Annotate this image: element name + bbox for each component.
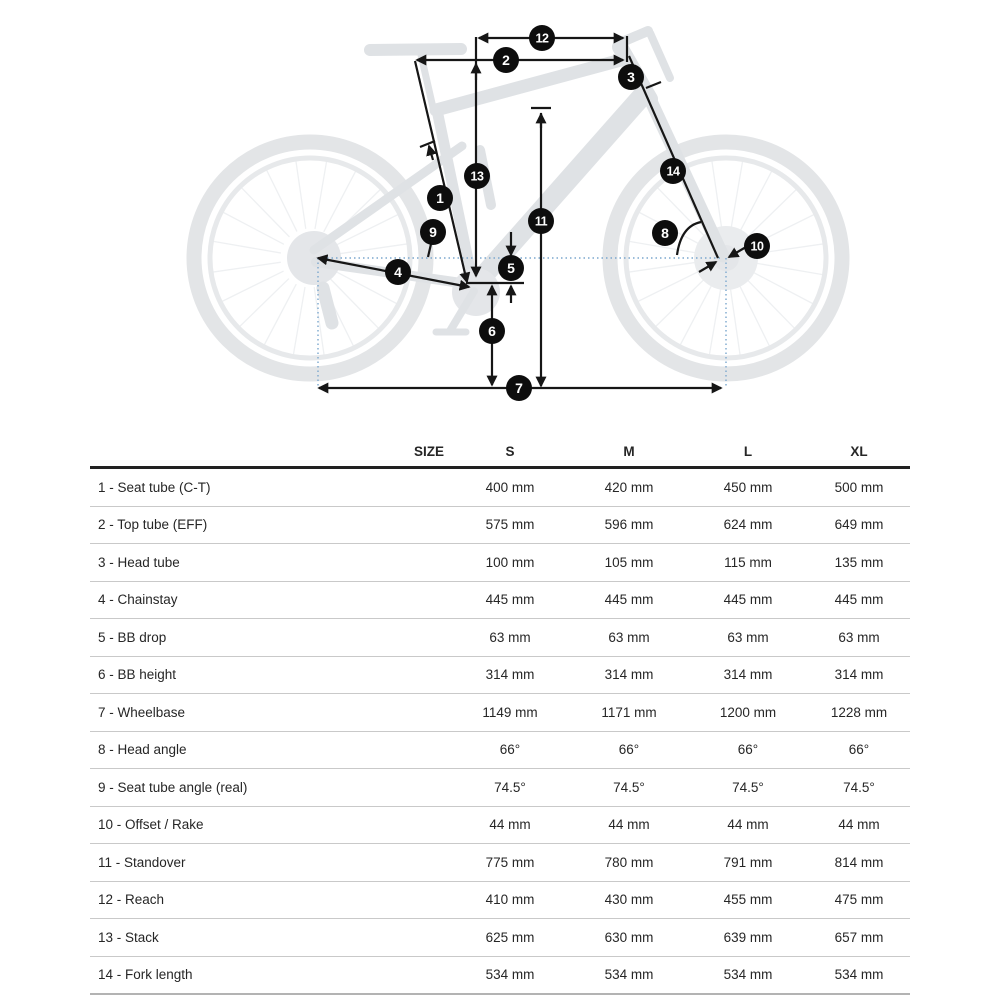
svg-text:14: 14 — [666, 164, 680, 179]
row-value: 625 mm — [485, 929, 535, 945]
row-value: 1171 mm — [601, 704, 657, 720]
row-value: 657 mm — [834, 929, 884, 945]
badge-13-stack — [464, 163, 490, 189]
row-value: 115 mm — [724, 554, 772, 570]
badge-5-bb-drop — [498, 255, 524, 281]
row-value: 814 mm — [834, 854, 884, 870]
table-row — [90, 919, 910, 957]
row-label: 13 - Stack — [98, 929, 159, 945]
saddle — [370, 49, 461, 50]
wheel-spoke — [293, 288, 305, 355]
badge-1-seat-tube — [427, 185, 453, 211]
wheel-spoke — [242, 188, 289, 237]
svg-text:6: 6 — [488, 323, 496, 340]
table-row — [90, 506, 910, 544]
row-value: 66° — [499, 742, 521, 758]
row-value: 63 mm — [727, 629, 769, 645]
row-label: 2 - Top tube (EFF) — [98, 517, 208, 533]
size-header: SIZE — [413, 444, 444, 459]
row-value: 1200 mm — [719, 704, 777, 720]
row-value: 1149 mm — [482, 704, 538, 720]
column-header-m: M — [623, 444, 635, 459]
row-value: 534 mm — [834, 967, 884, 983]
row-value: 596 mm — [604, 517, 654, 533]
row-label: 8 - Head angle — [98, 742, 187, 758]
badge-2-top-tube — [493, 47, 519, 73]
svg-text:9: 9 — [429, 224, 437, 241]
badge-7-wheelbase — [506, 375, 532, 401]
row-label: 12 - Reach — [98, 892, 165, 908]
badge-9-seat-tube-angle — [420, 219, 446, 245]
table-row — [90, 731, 910, 769]
row-label: 11 - Standover — [98, 854, 186, 870]
row-value: 420 mm — [604, 479, 654, 495]
row-value: 791 mm — [723, 854, 773, 870]
measure-seat-tube-top-arrow — [429, 146, 433, 160]
down-tube — [477, 94, 644, 283]
wheel-spoke — [315, 161, 327, 228]
guide-lines — [318, 258, 726, 387]
badge-4-chainstay — [385, 259, 411, 285]
table-row — [90, 769, 910, 807]
row-value: 534 mm — [604, 967, 654, 983]
row-value: 100 mm — [485, 554, 535, 570]
row-label: 9 - Seat tube angle (real) — [98, 779, 248, 795]
row-value: 44 mm — [608, 817, 650, 833]
badge-14-fork-length — [660, 158, 686, 184]
row-value: 314 mm — [834, 667, 884, 683]
top-tube — [436, 60, 621, 110]
row-value: 314 mm — [723, 667, 773, 683]
table-row — [90, 656, 910, 694]
seatpost — [421, 55, 434, 112]
svg-text:13: 13 — [470, 169, 484, 184]
row-label: 1 - Seat tube (C-T) — [98, 479, 211, 495]
svg-text:1: 1 — [436, 190, 444, 207]
handlebar-grip — [650, 33, 670, 78]
row-value: 445 mm — [723, 592, 773, 608]
row-value: 534 mm — [723, 967, 773, 983]
row-value: 780 mm — [604, 854, 654, 870]
row-value: 74.5° — [613, 779, 645, 795]
row-value: 66° — [848, 742, 870, 758]
row-label: 10 - Offset / Rake — [98, 817, 204, 833]
row-label: 3 - Head tube — [98, 554, 180, 570]
row-label: 6 - BB height — [98, 667, 177, 683]
svg-text:11: 11 — [534, 214, 548, 229]
seat-tube-top-tick — [420, 141, 435, 147]
table-row — [90, 956, 910, 994]
row-label: 5 - BB drop — [98, 629, 167, 645]
svg-text:2: 2 — [502, 52, 510, 69]
table-row — [90, 881, 910, 919]
row-value: 44 mm — [838, 817, 880, 833]
table-row — [90, 806, 910, 844]
row-value: 314 mm — [485, 667, 535, 683]
table-row — [90, 544, 910, 582]
table-row — [90, 694, 910, 732]
row-value: 445 mm — [485, 592, 535, 608]
svg-text:7: 7 — [515, 380, 523, 397]
row-value: 400 mm — [485, 479, 535, 495]
row-value: 534 mm — [485, 967, 535, 983]
geometry-table-header — [90, 437, 910, 468]
row-value: 44 mm — [727, 817, 769, 833]
row-value: 74.5° — [494, 779, 526, 795]
row-value: 649 mm — [834, 517, 884, 533]
row-value: 639 mm — [723, 929, 773, 945]
table-row — [90, 581, 910, 619]
geometry-diagram — [0, 0, 1000, 432]
wheel-spoke — [213, 241, 280, 253]
row-value: 74.5° — [732, 779, 764, 795]
row-value: 575 mm — [485, 517, 535, 533]
row-value: 135 mm — [834, 554, 884, 570]
table-row — [90, 844, 910, 882]
row-value: 624 mm — [723, 517, 773, 533]
wheel-spoke — [223, 212, 283, 244]
row-label: 4 - Chainstay — [98, 592, 178, 608]
row-value: 410 mm — [485, 892, 535, 908]
row-value: 450 mm — [723, 479, 773, 495]
wheel-spoke — [222, 271, 283, 301]
wheel-spoke — [240, 279, 289, 326]
badge-8-head-angle — [652, 220, 678, 246]
row-value: 66° — [618, 742, 640, 758]
column-header-l: L — [743, 444, 753, 459]
row-value: 445 mm — [834, 592, 884, 608]
table-row — [90, 468, 910, 507]
row-value: 430 mm — [604, 892, 654, 908]
svg-text:3: 3 — [627, 69, 635, 86]
table-row — [90, 619, 910, 657]
spec-table-body — [90, 468, 910, 995]
badge-11-standover — [528, 208, 554, 234]
row-value: 1228 mm — [830, 704, 888, 720]
row-value: 44 mm — [489, 817, 531, 833]
row-label: 7 - Wheelbase — [98, 704, 186, 720]
row-value: 775 mm — [485, 854, 535, 870]
geometry-table — [90, 437, 910, 995]
row-value: 500 mm — [834, 479, 884, 495]
badge-10-offset-rake — [744, 233, 770, 259]
row-value: 475 mm — [834, 892, 884, 908]
wheel-spoke — [296, 161, 306, 228]
wheel-spoke — [340, 244, 407, 254]
bike-silhouette — [194, 31, 842, 374]
rear-derailleur — [323, 288, 332, 323]
svg-text:8: 8 — [661, 225, 669, 242]
badge-3-head-tube — [618, 64, 644, 90]
row-value: 63 mm — [608, 629, 650, 645]
badge-6-bb-height — [479, 318, 505, 344]
wheel-spoke — [264, 285, 296, 345]
wheel-spoke — [267, 170, 297, 231]
row-value: 105 mm — [604, 554, 654, 570]
column-header-xl: XL — [850, 444, 868, 459]
svg-text:12: 12 — [535, 31, 549, 46]
row-value: 314 mm — [604, 667, 654, 683]
row-value: 445 mm — [604, 592, 654, 608]
row-value: 66° — [737, 742, 759, 758]
svg-text:10: 10 — [750, 239, 764, 254]
row-value: 74.5° — [843, 779, 875, 795]
svg-text:4: 4 — [394, 264, 402, 281]
wheel-spoke — [213, 262, 280, 272]
badges — [385, 25, 770, 401]
badge-12-reach — [529, 25, 555, 51]
svg-text:5: 5 — [507, 260, 515, 277]
row-label: 14 - Fork length — [98, 967, 193, 983]
row-value: 63 mm — [489, 629, 531, 645]
row-value: 630 mm — [604, 929, 654, 945]
column-header-s: S — [505, 444, 515, 459]
row-value: 455 mm — [723, 892, 773, 908]
row-value: 63 mm — [838, 629, 880, 645]
